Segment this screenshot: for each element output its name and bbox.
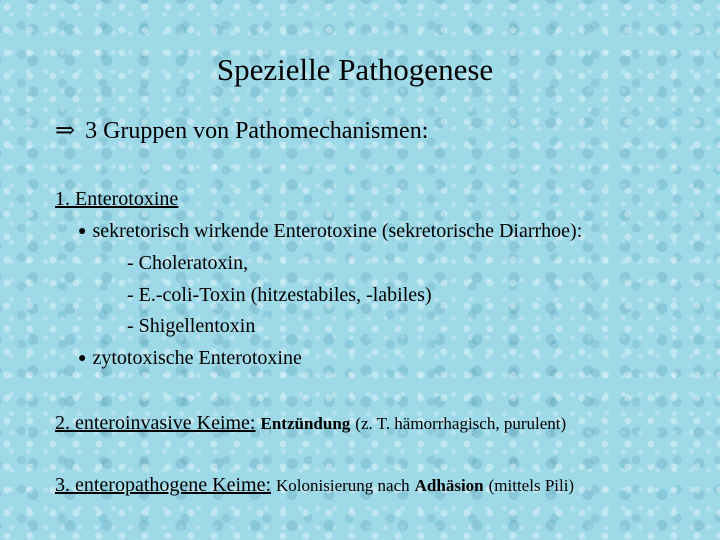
- group2-rest: (z. T. hämorrhagisch, purulent): [355, 414, 567, 433]
- group3-bold: Adhäsion: [414, 476, 484, 495]
- subtitle-text: 3 Gruppen von Pathomechanismen:: [85, 118, 429, 144]
- bullet-dot-icon: ●: [78, 224, 87, 239]
- group3-text-after: (mittels Pili): [488, 476, 575, 495]
- bullet-dot-icon: ●: [78, 351, 87, 366]
- bullet2-text: zytotoxische Enterotoxine: [92, 347, 302, 369]
- group1-heading: 1. Enterotoxine: [55, 188, 179, 210]
- bullet1-text: sekretorisch wirkende Enterotoxine (sekretorische Diarrhoe):: [92, 220, 583, 242]
- group2-bold: Entzündung: [260, 414, 351, 433]
- group3-heading: 3. enteropathogene Keime:: [55, 474, 272, 496]
- group1-subitem: - E.-coli-Toxin (hitzestabiles, -labiles): [127, 284, 432, 306]
- group2-heading: 2. enteroinvasive Keime:: [55, 412, 256, 434]
- group2-line: [55, 410, 566, 437]
- slide-subtitle: [55, 114, 428, 148]
- group3-line: [55, 472, 574, 499]
- group1-bullet2: [78, 345, 302, 372]
- slide-title: Spezielle Pathogenese: [216, 52, 494, 87]
- group1-bullet1: [78, 218, 582, 245]
- group1-subitem: - Shigellentoxin: [127, 315, 256, 337]
- group1-subitem: - Choleratoxin,: [127, 252, 249, 274]
- implies-arrow-icon: ⇒: [55, 118, 76, 144]
- group3-text-before: Kolonisierung nach: [276, 476, 410, 495]
